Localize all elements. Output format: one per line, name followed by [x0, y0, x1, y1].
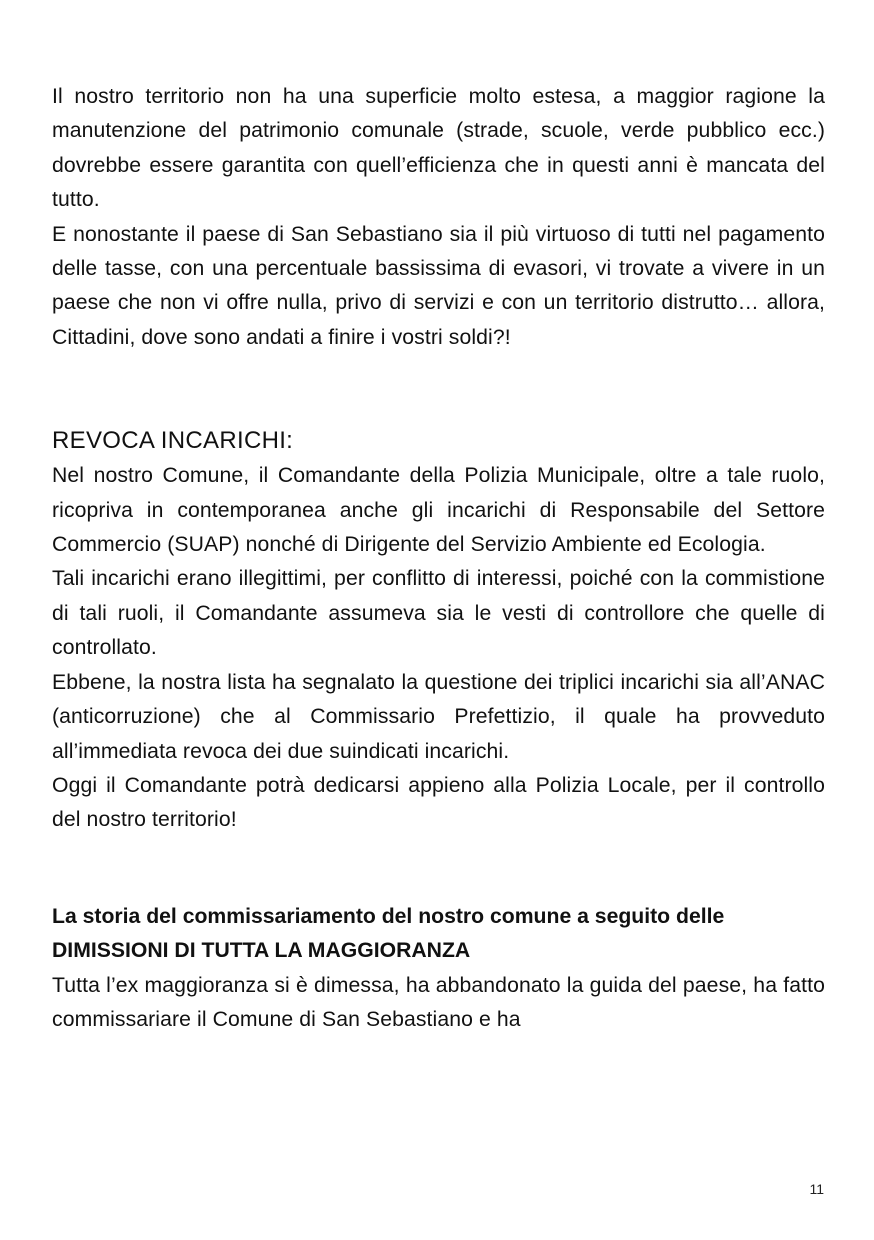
revoca-paragraph-3: Ebbene, la nostra lista ha segnalato la questione dei triplici incarichi sia all’ANAC (anticorruzione) che al Commissario Prefettizio, il quale ha provveduto all’immediata revoca dei due suindicati incarichi.	[52, 670, 825, 763]
revoca-paragraph-4: Oggi il Comandante potrà dedicarsi appieno alla Polizia Locale, per il controllo del nostro territorio!	[52, 773, 825, 832]
section-title-revoca-incarichi: REVOCA INCARICHI:	[52, 427, 294, 455]
intro-paragraph-2: E nonostante il paese di San Sebastiano sia il più virtuoso di tutti nel pagamento delle tasse, con una percentuale bassissima di evasori, vi trovate a vivere in un paese che non vi offre nulla, privo di servizi e con un territorio distrutto… allora, Cittadini, dove sono andati a finire i vostri soldi?!	[52, 222, 825, 349]
section-spacer	[52, 838, 825, 900]
storia-paragraph-1: Tutta l’ex maggioranza si è dimessa, ha abbandonato la guida del paese, ha fatto commissariare il Comune di San Sebastiano e ha	[52, 973, 825, 1031]
intro-paragraph-1: Il nostro territorio non ha una superficie molto estesa, a maggior ragione la manutenzione del patrimonio comunale (strade, scuole, verde pubblico ecc.) dovrebbe essere garantita con quell’efficienza che in questi anni è mancata del tutto.	[52, 85, 825, 212]
document-page	[52, 80, 825, 1037]
revoca-paragraph-1: Nel nostro Comune, il Comandante della Polizia Municipale, oltre a tale ruolo, ricopriva in contemporanea anche gli incarichi di Responsabile del Settore Commercio (SUAP) nonché di Dirigente del Servizio Ambiente ed Ecologia.	[52, 464, 825, 557]
section-spacer	[52, 355, 825, 423]
revoca-paragraph-2: Tali incarichi erano illegittimi, per conflitto di interessi, poiché con la commistione di tali ruoli, il Comandante assumeva sia le vesti di controllore che quelle di controllato.	[52, 567, 825, 660]
page-number: 11	[809, 1181, 824, 1197]
section-title-storia-commissariamento: La storia del commissariamento del nostro comune a seguito delle DIMISSIONI DI TUTTA LA MAGGIORANZA	[52, 904, 725, 963]
